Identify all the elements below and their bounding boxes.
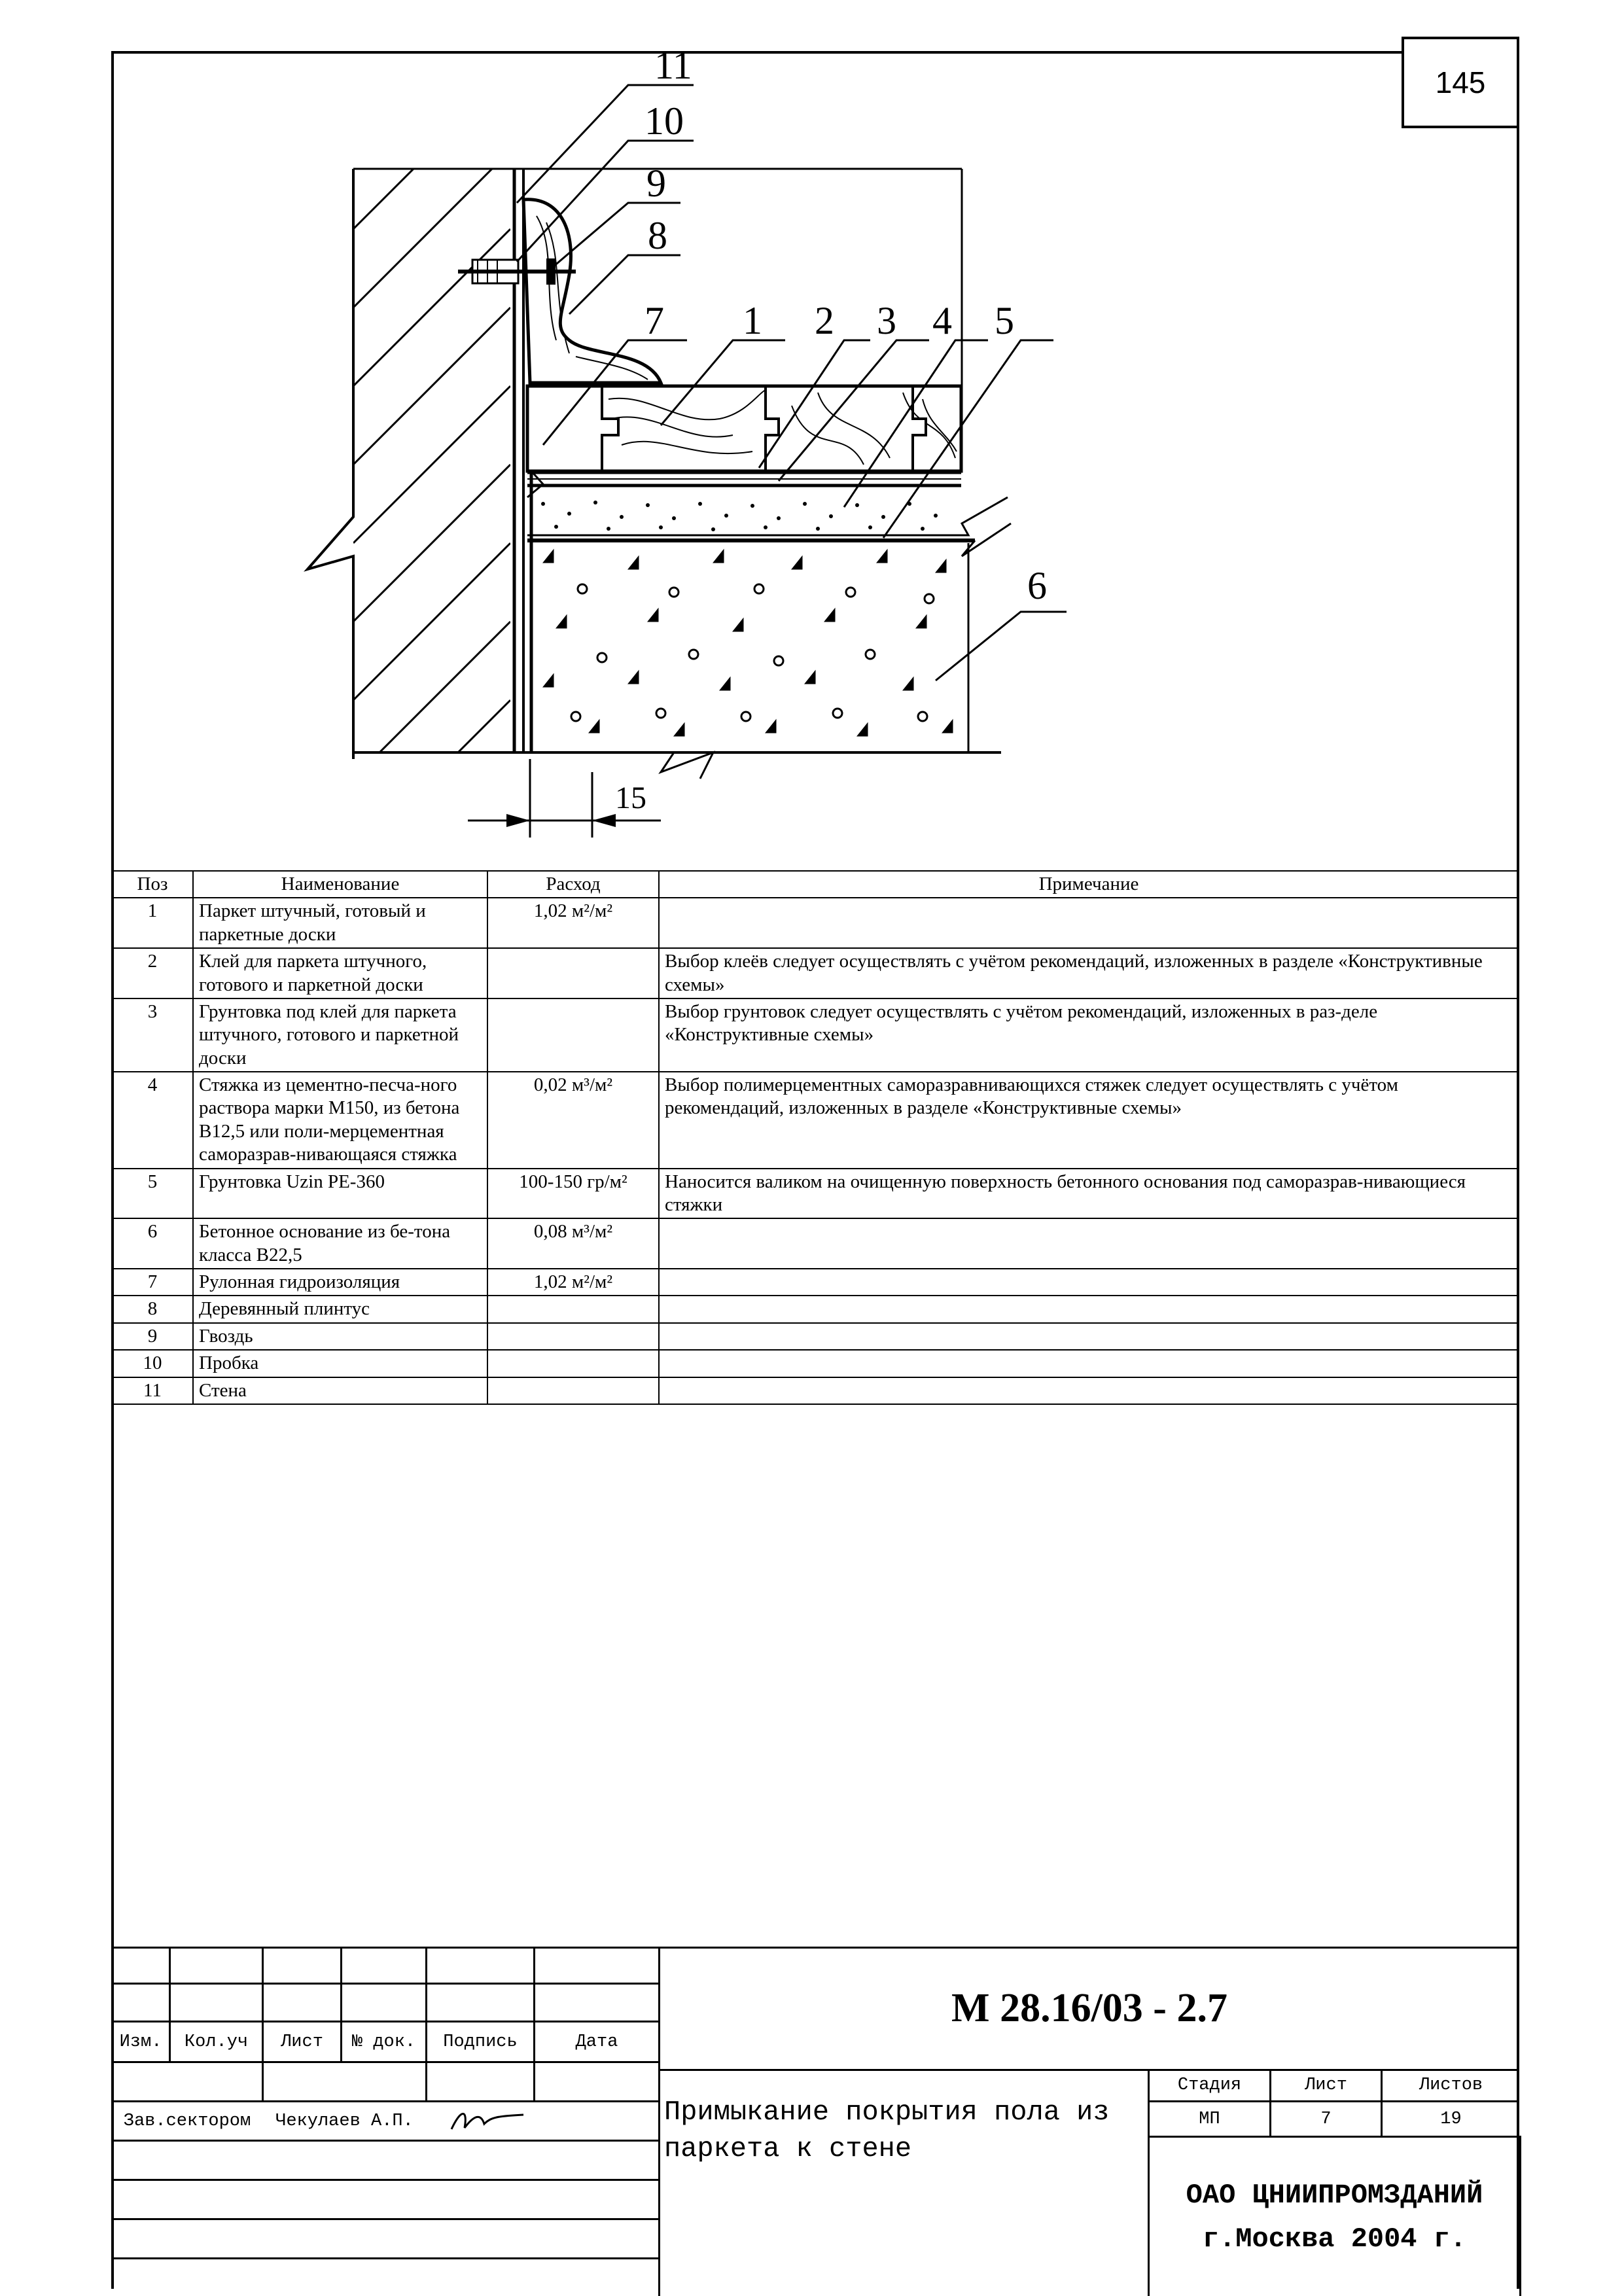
row-name: Клей для паркета штучного, готового и паркетной доски [193,948,487,998]
specification-table [111,870,1519,1405]
wall-hatch [353,164,510,752]
callout-9: 9 [646,162,666,205]
table-row [112,1218,1519,1269]
stamp-col-list: Лист [281,2032,323,2052]
table-row [112,998,1519,1072]
row-pos: 8 [112,1296,193,1322]
callout-11: 11 [654,44,692,87]
row-rate: 1,02 м²/м² [487,1269,659,1296]
row-name: Пробка [193,1350,487,1377]
callout-5: 5 [995,299,1014,342]
city-year: г.Москва 2004 г. [1202,2223,1467,2255]
row-rate [487,1377,659,1404]
callout-4: 4 [932,299,952,342]
row-note: Наносится валиком на очищенную поверхность бетонного основания под саморазрав-нивающиеся стяжки [659,1169,1519,1219]
row-rate [487,998,659,1072]
table-row [112,1377,1519,1404]
row-name: Стена [193,1377,487,1404]
table-header-row [112,871,1519,898]
row-note: Выбор полимерцементных саморазравнивающихся стяжек следует осуществлять с учётом рекомендаций, изложенных в разделе «Конструктивные схемы» [659,1072,1519,1169]
row-rate: 100-150 гр/м² [487,1169,659,1219]
stamp-stage-label: Стадия [1177,2075,1242,2095]
table-row [112,1296,1519,1322]
row-note [659,1296,1519,1322]
callout-6: 6 [1027,564,1047,607]
signature [445,2102,530,2138]
row-note [659,1323,1519,1350]
row-rate: 0,08 м³/м² [487,1218,659,1269]
callout-8: 8 [648,214,667,257]
row-name: Грунтовка Uzin PE-360 [193,1169,487,1219]
row-note: Выбор клеёв следует осуществлять с учётом рекомендаций, изложенных в разделе «Конструктивные схемы» [659,948,1519,998]
stamp-stage: МП [1199,2109,1220,2129]
callout-3: 3 [877,299,896,342]
stamp-col-date: Дата [575,2032,618,2052]
row-name: Гвоздь [193,1323,487,1350]
stamp-role: Зав.сектором [123,2111,251,2131]
stamp-col-kolich: Кол.уч [184,2032,249,2052]
row-note [659,898,1519,948]
row-note [659,1218,1519,1269]
col-header-rate: Расход [487,871,659,898]
section-drawing [0,0,1624,870]
stamp-sheets-label: Листов [1419,2075,1483,2095]
organization: ОАО ЦНИИПРОМЗДАНИЙ [1186,2180,1483,2211]
row-pos: 11 [112,1377,193,1404]
table-row [112,1350,1519,1377]
stamp-sheets: 19 [1440,2109,1462,2129]
dimension-label: 15 [615,781,646,815]
stamp-col-doc: № док. [351,2032,416,2052]
row-note [659,1269,1519,1296]
row-pos: 6 [112,1218,193,1269]
table-row [112,898,1519,948]
col-header-name: Наименование [193,871,487,898]
row-name: Бетонное основание из бе-тона класса В22,5 [193,1218,487,1269]
callout-7: 7 [644,299,664,342]
row-pos: 7 [112,1269,193,1296]
table-row [112,948,1519,998]
table-row [112,1323,1519,1350]
row-rate [487,1350,659,1377]
document-code: М 28.16/03 - 2.7 [951,1985,1227,2030]
row-pos: 9 [112,1323,193,1350]
row-pos: 10 [112,1350,193,1377]
sheet-title: Примыкание покрытия пола из паркета к стене [664,2096,1110,2164]
row-name: Стяжка из цементно-песча-ного раствора марки М150, из бетона В12,5 или поли-мерцементная саморазрав-нивающаяся стяжка [193,1072,487,1169]
row-note [659,1350,1519,1377]
col-header-note: Примечание [659,871,1519,898]
table-row [112,1072,1519,1169]
row-pos: 3 [112,998,193,1072]
callout-2: 2 [815,299,834,342]
stamp-col-izm: Изм. [119,2032,162,2052]
row-name: Деревянный плинтус [193,1296,487,1322]
row-pos: 5 [112,1169,193,1219]
row-name: Рулонная гидроизоляция [193,1269,487,1296]
row-rate [487,1323,659,1350]
stamp-sheet-label: Лист [1305,2075,1347,2095]
stamp-sheet: 7 [1320,2109,1332,2129]
row-name: Грунтовка под клей для паркета штучного, готового и паркетной доски [193,998,487,1072]
stamp-person: Чекулаев А.П. [275,2111,414,2131]
row-pos: 1 [112,898,193,948]
callout-1: 1 [743,299,762,342]
col-header-pos: Поз [112,871,193,898]
stamp-col-sign: Подпись [443,2032,518,2052]
row-rate: 1,02 м²/м² [487,898,659,948]
row-pos: 2 [112,948,193,998]
row-rate [487,1296,659,1322]
row-rate: 0,02 м³/м² [487,1072,659,1169]
row-note: Выбор грунтовок следует осуществлять с учётом рекомендаций, изложенных в раз-деле «Конструктивные схемы» [659,998,1519,1072]
row-note [659,1377,1519,1404]
row-pos: 4 [112,1072,193,1169]
table-row [112,1269,1519,1296]
table-row [112,1169,1519,1219]
row-rate [487,948,659,998]
row-name: Паркет штучный, готовый и паркетные доски [193,898,487,948]
page-number: 145 [1402,37,1519,128]
callout-10: 10 [644,99,684,143]
